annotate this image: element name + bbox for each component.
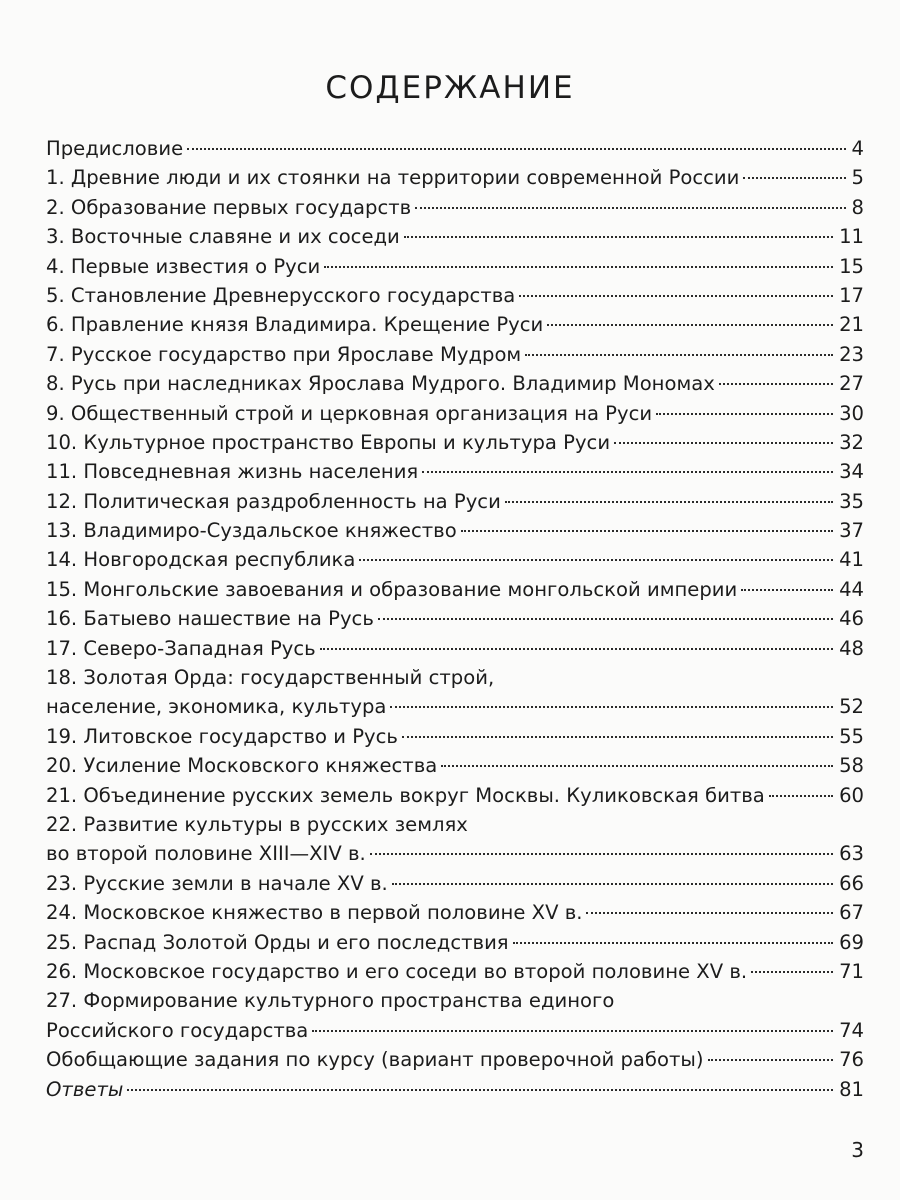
toc-entry	[46, 193, 864, 222]
dot-leader	[586, 912, 833, 914]
toc-entry-line	[46, 575, 864, 604]
toc-entry-line	[46, 134, 864, 163]
toc-entry-page: 69	[839, 930, 864, 954]
toc-entry-page: 30	[839, 401, 864, 425]
toc-entry-line	[46, 193, 864, 222]
dot-leader	[769, 795, 833, 797]
page-title: СОДЕРЖАНИЕ	[325, 70, 575, 106]
toc-entry-title: 14. Новгородская республика	[46, 548, 356, 572]
toc-entry-page: 5	[851, 166, 864, 190]
toc-entry-title: 21. Объединение русских земель вокруг Москвы. Куликовская битва	[46, 783, 765, 807]
toc-entry	[46, 957, 864, 986]
dot-leader	[422, 471, 833, 473]
toc-entry-title: 25. Распад Золотой Орды и его последствия	[46, 930, 509, 954]
dot-leader	[390, 706, 833, 708]
dot-leader	[708, 1059, 834, 1061]
toc-entry	[46, 781, 864, 810]
table-of-contents	[46, 134, 864, 1104]
toc-entry	[46, 722, 864, 751]
toc-entry-title: 2. Образование первых государств	[46, 195, 412, 219]
toc-entry-page: 48	[839, 636, 864, 660]
toc-entry-title: 5. Становление Древнерусского государства	[46, 283, 516, 307]
toc-entry-page: 44	[839, 577, 864, 601]
toc-entry-page: 66	[839, 871, 864, 895]
toc-entry	[46, 663, 864, 722]
toc-entry	[46, 310, 864, 339]
toc-entry	[46, 516, 864, 545]
toc-entry-title: 16. Батыево нашествие на Русь	[46, 607, 374, 631]
dot-leader	[741, 589, 833, 591]
toc-entry-line	[46, 545, 864, 574]
toc-entry-title: 20. Усиление Московского княжества	[46, 754, 438, 778]
dot-leader	[415, 207, 845, 209]
toc-entry-title: Ответы	[46, 1077, 124, 1101]
dot-leader	[324, 266, 833, 268]
toc-entry-title: 23. Русские земли в начале XV в.	[46, 871, 388, 895]
toc-entry-line	[46, 1075, 864, 1104]
page-number: 3	[851, 1138, 864, 1162]
toc-entry	[46, 869, 864, 898]
dot-leader	[359, 559, 833, 561]
toc-entry-title: 26. Московское государство и его соседи во второй половине XV в.	[46, 959, 748, 983]
toc-entry-page: 15	[839, 254, 864, 278]
toc-entry-page: 52	[839, 695, 864, 719]
toc-entry-page: 27	[839, 372, 864, 396]
toc-entry-page: 74	[839, 1018, 864, 1042]
toc-entry	[46, 487, 864, 516]
toc-entry	[46, 545, 864, 574]
toc-entry-title: 17. Северо-Западная Русь	[46, 636, 316, 660]
toc-entry-page: 32	[839, 430, 864, 454]
toc-entry-line	[46, 310, 864, 339]
dot-leader	[525, 354, 833, 356]
toc-entry-line	[46, 781, 864, 810]
toc-entry-line	[46, 163, 864, 192]
toc-entry-line	[46, 722, 864, 751]
toc-entry-line	[46, 428, 864, 457]
dot-leader	[519, 295, 833, 297]
dot-leader	[513, 942, 833, 944]
dot-leader	[404, 236, 833, 238]
toc-entry	[46, 1075, 864, 1104]
toc-entry-page: 76	[839, 1048, 864, 1072]
toc-entry-page: 8	[851, 195, 864, 219]
toc-entry-line	[46, 928, 864, 957]
toc-entry	[46, 1045, 864, 1074]
toc-entry-line	[46, 1045, 864, 1074]
toc-entry-page: 46	[839, 607, 864, 631]
dot-leader	[312, 1030, 833, 1032]
toc-entry	[46, 252, 864, 281]
toc-entry-title: 12. Политическая раздробленность на Руси	[46, 489, 501, 513]
toc-entry	[46, 399, 864, 428]
toc-entry	[46, 369, 864, 398]
toc-entry-page: 4	[851, 137, 864, 160]
toc-entry-line	[46, 957, 864, 986]
dot-leader	[743, 177, 845, 179]
toc-entry-title: 7. Русское государство при Ярославе Мудром	[46, 342, 522, 366]
toc-entry-line	[46, 457, 864, 486]
toc-entry-line	[46, 634, 864, 663]
toc-entry-title: 6. Правление князя Владимира. Крещение Руси	[46, 313, 544, 337]
toc-entry-page: 58	[839, 754, 864, 778]
toc-entry	[46, 898, 864, 927]
dot-leader	[461, 530, 833, 532]
toc-entry	[46, 986, 864, 1045]
toc-entry-title-line: 22. Развитие культуры в русских землях	[46, 812, 468, 836]
toc-entry-page: 23	[839, 342, 864, 366]
toc-entry-line	[46, 516, 864, 545]
toc-entry-title: 13. Владимиро-Суздальское княжество	[46, 519, 457, 543]
dot-leader	[378, 618, 833, 620]
toc-entry-title: 4. Первые известия о Руси	[46, 254, 321, 278]
toc-entry-page: 81	[839, 1077, 864, 1101]
dot-leader	[505, 501, 833, 503]
toc-entry	[46, 575, 864, 604]
dot-leader	[402, 736, 833, 738]
toc-entry-title: 1. Древние люди и их стоянки на территории современной России	[46, 166, 740, 190]
toc-entry-title: 19. Литовское государство и Русь	[46, 724, 398, 748]
dot-leader	[441, 765, 833, 767]
dot-leader	[392, 883, 833, 885]
toc-entry	[46, 163, 864, 192]
toc-entry	[46, 751, 864, 780]
toc-entry-page: 71	[839, 959, 864, 983]
toc-entry-page: 41	[839, 548, 864, 572]
toc-entry-title: 9. Общественный строй и церковная организация на Руси	[46, 401, 653, 425]
toc-entry-line	[46, 399, 864, 428]
toc-entry-page: 11	[839, 225, 864, 249]
toc-entry-page: 55	[839, 724, 864, 748]
dot-leader	[719, 383, 833, 385]
toc-entry-title: 11. Повседневная жизнь населения	[46, 460, 419, 484]
toc-entry	[46, 134, 864, 163]
toc-entry-title: во второй половине XIII—XIV в.	[46, 842, 366, 866]
toc-entry-title: Обобщающие задания по курсу (вариант проверочной работы)	[46, 1048, 704, 1072]
toc-entry-page: 63	[839, 842, 864, 866]
dot-leader	[187, 148, 845, 150]
toc-entry	[46, 428, 864, 457]
toc-entry-page: 17	[839, 283, 864, 307]
toc-entry	[46, 281, 864, 310]
toc-entry	[46, 340, 864, 369]
toc-entry-line	[46, 1016, 864, 1045]
toc-entry	[46, 604, 864, 633]
dot-leader	[614, 442, 833, 444]
toc-entry-page: 35	[839, 489, 864, 513]
toc-entry-page: 34	[839, 460, 864, 484]
dot-leader	[547, 324, 833, 326]
dot-leader	[127, 1089, 833, 1091]
toc-entry	[46, 634, 864, 663]
toc-entry-line	[46, 369, 864, 398]
toc-entry-title-line: 27. Формирование культурного пространства единого	[46, 989, 615, 1013]
toc-entry-title: 3. Восточные славяне и их соседи	[46, 225, 400, 249]
toc-entry	[46, 928, 864, 957]
toc-entry-line	[46, 751, 864, 780]
toc-entry-title: 10. Культурное пространство Европы и культура Руси	[46, 430, 611, 454]
toc-entry-title: Предисловие	[46, 137, 184, 160]
toc-entry-line	[46, 252, 864, 281]
toc-entry-title: 15. Монгольские завоевания и образование монгольской империи	[46, 577, 738, 601]
toc-entry-line	[46, 898, 864, 927]
toc-entry-title: Российского государства	[46, 1018, 309, 1042]
toc-entry	[46, 222, 864, 251]
dot-leader	[320, 648, 833, 650]
toc-entry-line	[46, 281, 864, 310]
toc-entry-line	[46, 692, 864, 721]
dot-leader	[370, 853, 833, 855]
toc-entry-line	[46, 869, 864, 898]
toc-entry	[46, 457, 864, 486]
toc-entry	[46, 810, 864, 869]
toc-entry-line	[46, 839, 864, 868]
toc-entry-title-line: 18. Золотая Орда: государственный строй,	[46, 666, 495, 690]
toc-entry-line	[46, 340, 864, 369]
toc-entry-page: 67	[839, 901, 864, 925]
toc-entry-line	[46, 604, 864, 633]
toc-entry-page: 21	[839, 313, 864, 337]
toc-entry-title: 24. Московское княжество в первой половине XV в.	[46, 901, 583, 925]
toc-entry-page: 37	[839, 519, 864, 543]
toc-entry-line	[46, 222, 864, 251]
toc-entry-title: население, экономика, культура	[46, 695, 387, 719]
dot-leader	[751, 971, 833, 973]
toc-entry-page: 60	[839, 783, 864, 807]
dot-leader	[656, 413, 833, 415]
toc-entry-title: 8. Русь при наследниках Ярослава Мудрого. Владимир Мономах	[46, 372, 715, 396]
toc-entry-line	[46, 487, 864, 516]
